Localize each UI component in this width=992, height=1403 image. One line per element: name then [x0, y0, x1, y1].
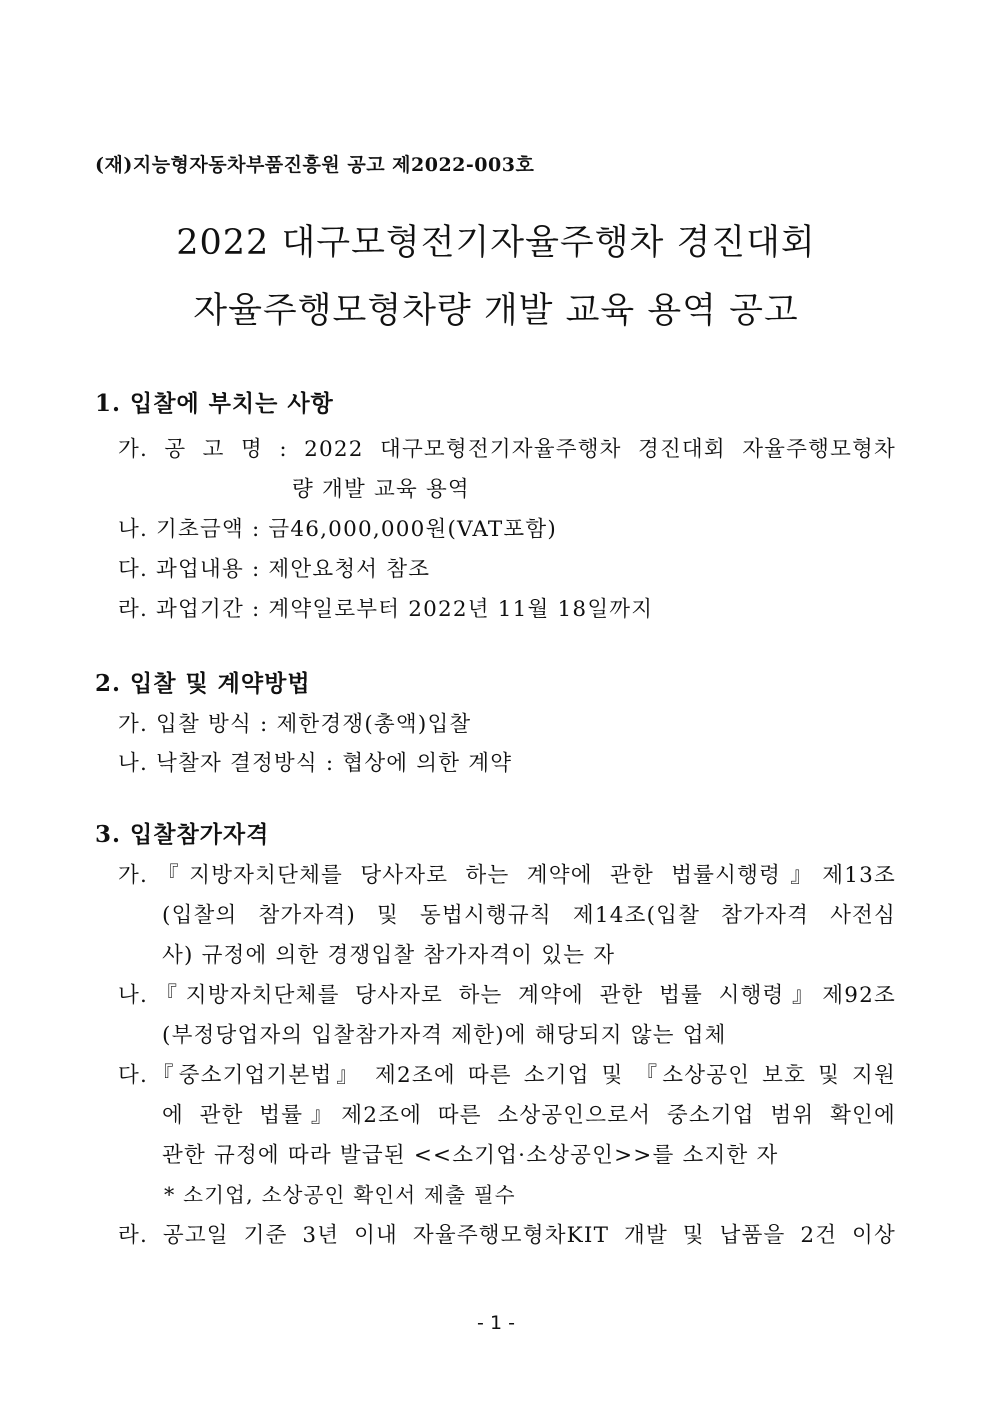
section-1-item-a-continued: 량 개발 교육 용역	[292, 477, 470, 502]
section-3-item-b-line-2: (부정당업자의 입찰참가자격 제한)에 해당되지 않는 업체	[162, 1023, 727, 1048]
section-3-heading: 3. 입찰참가자격	[95, 821, 270, 848]
section-3-item-c-line-2: 에 관한 법률』제2조에 따른 소상공인으로서 중소기업 범위 확인에	[162, 1103, 896, 1128]
page-title-line-1: 2022 대구모형전기자율주행차 경진대회	[176, 223, 816, 263]
section-1-item-a: 가. 공 고 명 : 2022 대구모형전기자율주행차 경진대회 자율주행모형차	[118, 437, 896, 462]
section-1-heading: 1. 입찰에 부치는 사항	[95, 390, 334, 417]
section-1-item-b: 나. 기초금액 : 금46,000,000원(VAT포함)	[118, 517, 557, 542]
section-3-item-a-line-3: 사) 규정에 의한 경쟁입찰 참가자격이 있는 자	[162, 943, 616, 968]
section-3-item-b-line-1: 나.『지방자치단체를 당사자로 하는 계약에 관한 법률 시행령』제92조	[118, 983, 896, 1008]
section-2-item-b: 나. 낙찰자 결정방식 : 협상에 의한 계약	[118, 751, 513, 776]
section-1-item-d: 라. 과업기간 : 계약일로부터 2022년 11월 18일까지	[118, 597, 654, 622]
notice-number: (재)지능형자동차부품진흥원 공고 제2022-003호	[95, 154, 535, 176]
section-3-item-a-line-2: (입찰의 참가자격) 및 동법시행규칙 제14조(입찰 참가자격 사전심	[162, 903, 896, 928]
section-2-item-a: 가. 입찰 방식 : 제한경쟁(총액)입찰	[118, 712, 472, 737]
section-1-item-c: 다. 과업내용 : 제안요청서 참조	[118, 557, 431, 582]
section-3-item-c-line-3: 관한 규정에 따라 발급된 <<소기업·소상공인>>를 소지한 자	[162, 1143, 779, 1168]
section-3-item-c-note: * 소기업, 소상공인 확인서 제출 필수	[164, 1183, 516, 1207]
page-number: - 1 -	[477, 1312, 515, 1334]
section-3-item-c-line-1: 다.『중소기업기본법』 제2조에 따른 소기업 및 『소상공인 보호 및 지원	[118, 1063, 896, 1088]
section-3-item-d-line-1: 라. 공고일 기준 3년 이내 자율주행모형차KIT 개발 및 납품을 2건 이상	[118, 1223, 896, 1248]
section-2-heading: 2. 입찰 및 계약방법	[95, 670, 311, 697]
page-title-line-2: 자율주행모형차량 개발 교육 용역 공고	[193, 291, 799, 331]
section-3-item-a-line-1: 가.『지방자치단체를 당사자로 하는 계약에 관한 법률시행령』제13조	[118, 863, 896, 888]
